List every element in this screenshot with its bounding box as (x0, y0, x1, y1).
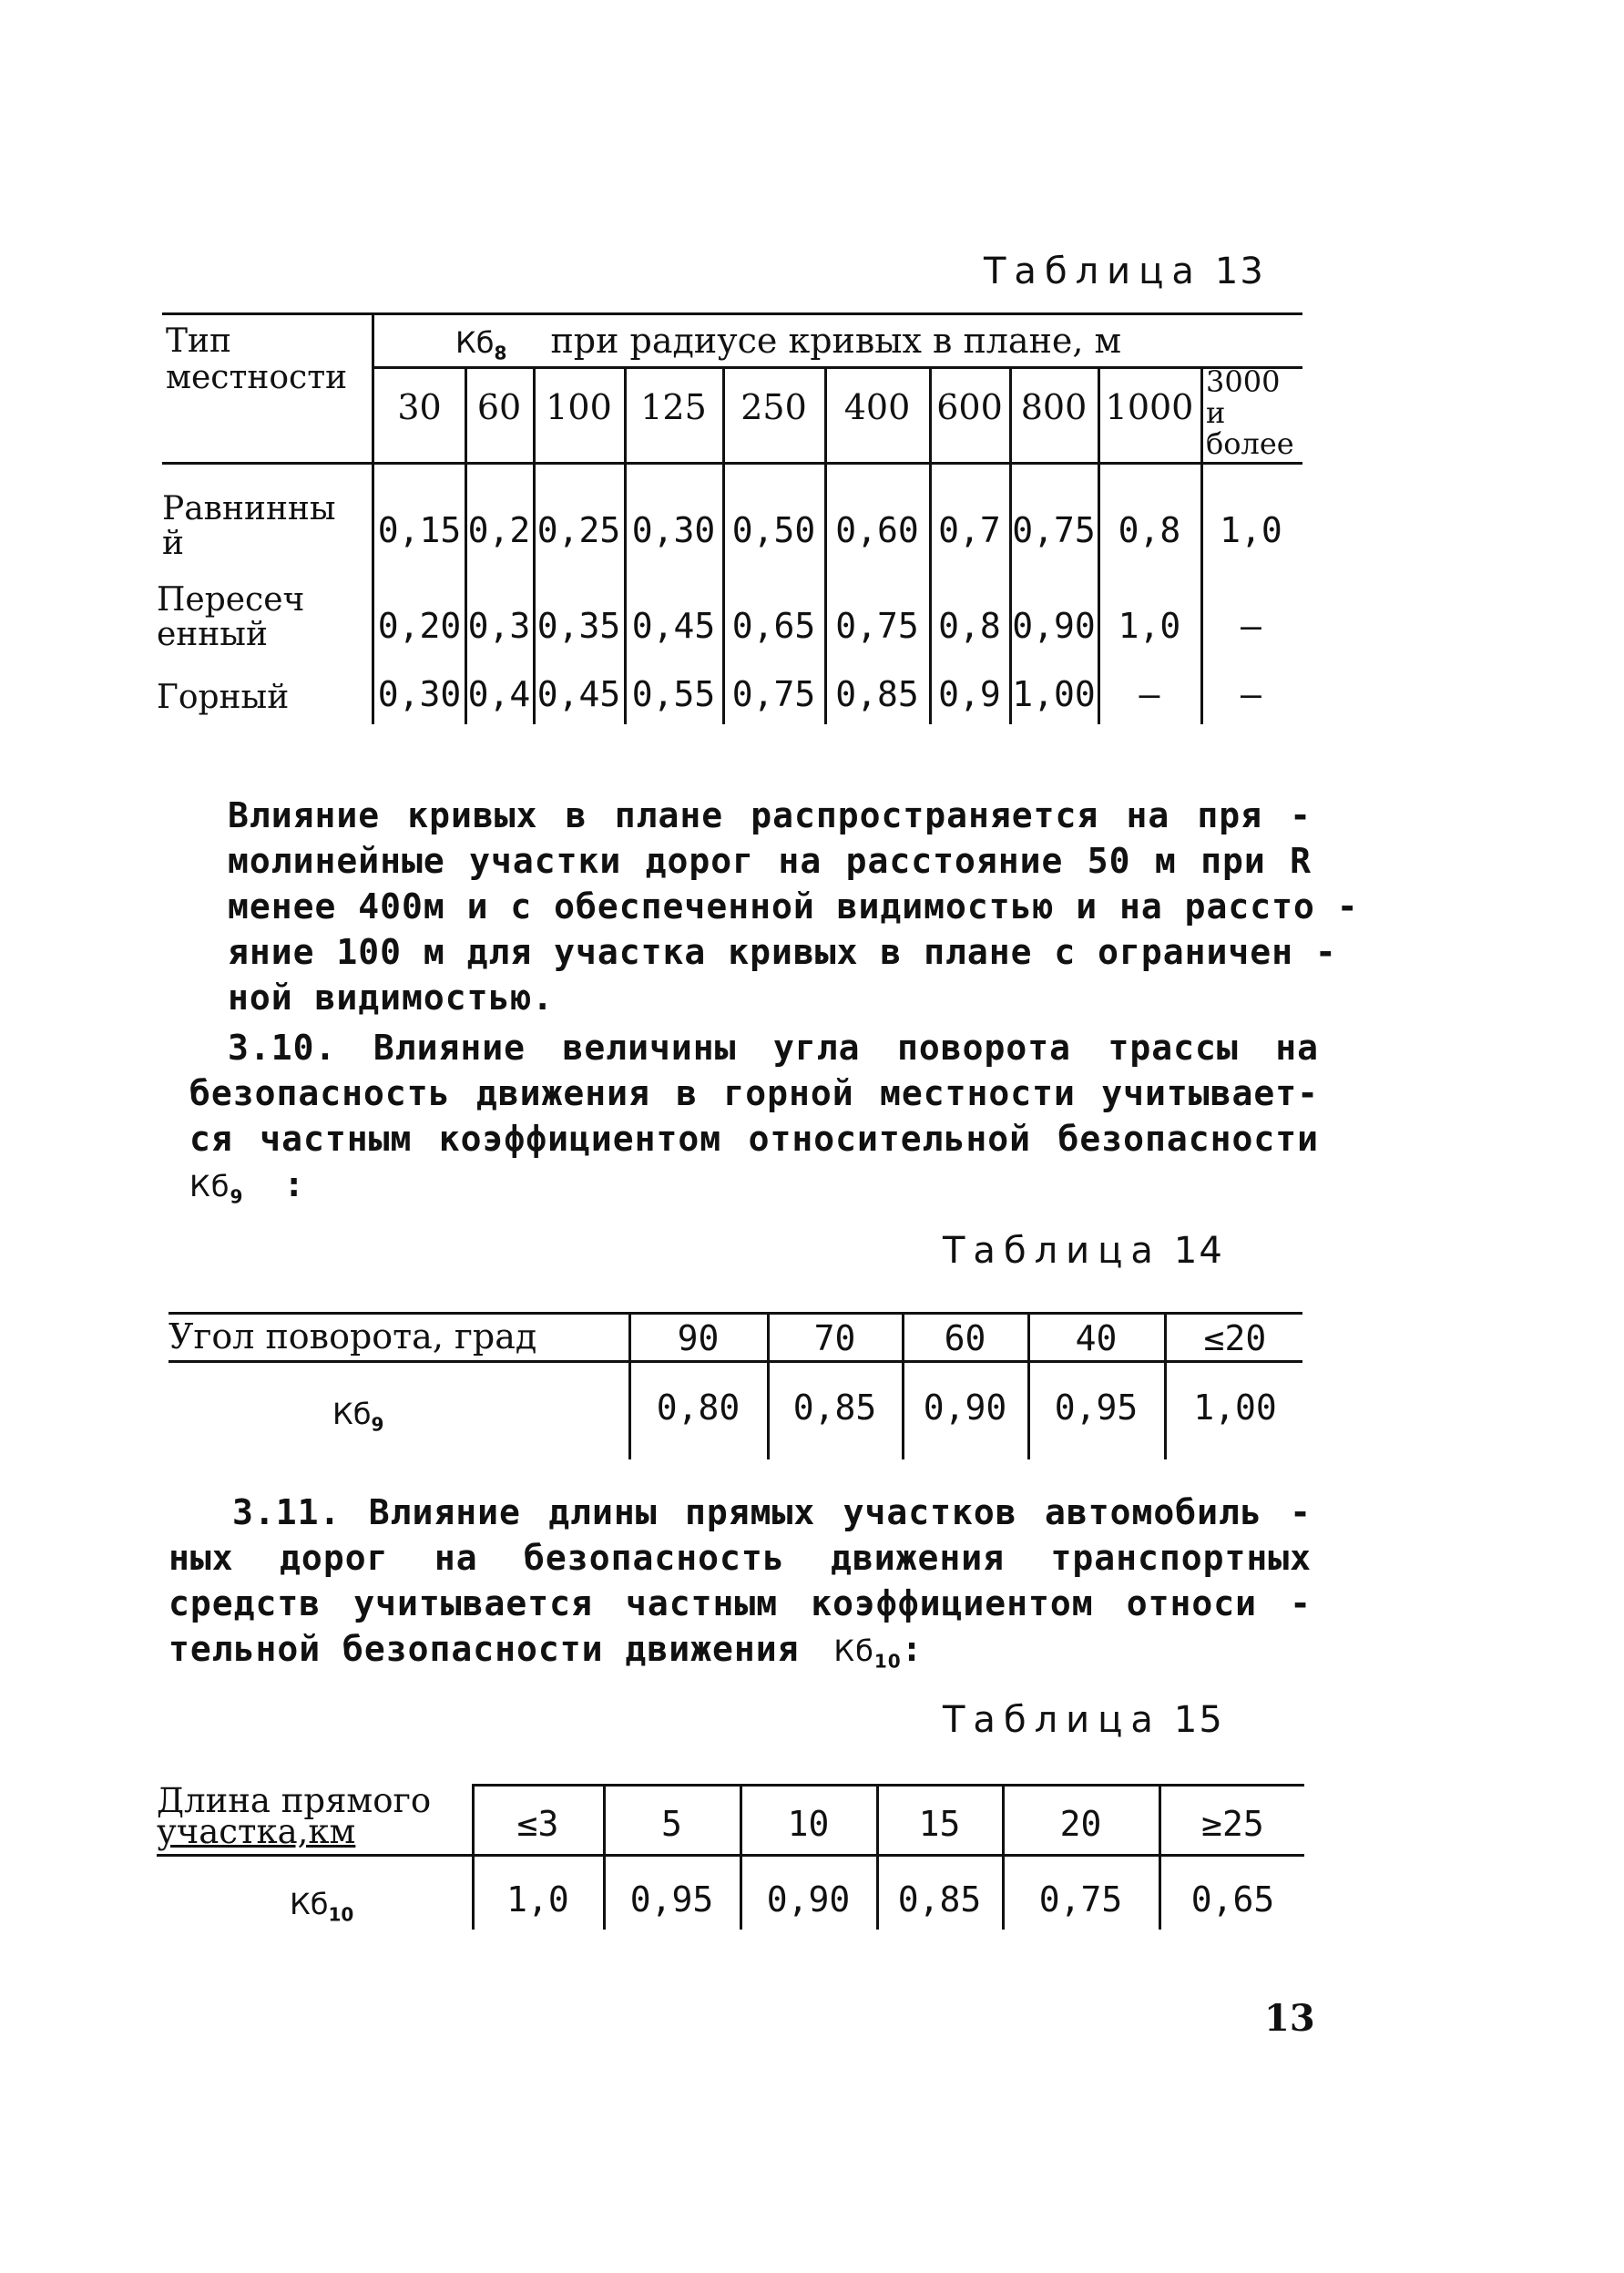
radius-header: 250 (741, 387, 807, 427)
length-header: 15 (918, 1804, 961, 1844)
table13-cell: 0,75 (1012, 510, 1096, 550)
table14-caption-word: Таблица (943, 1230, 1161, 1272)
text-line: менее 400м и с обеспеченной видимостью и на рассто - (228, 886, 1359, 927)
table13-cell: 0,60 (835, 510, 919, 550)
table15-header-rule (157, 1854, 1304, 1857)
angle-header: 60 (944, 1318, 986, 1358)
paragraph-3-11 (169, 1490, 1312, 1684)
text-line: молинейные участки дорог на расстояние 50 м при R (228, 841, 1312, 881)
table13-cell: 0,35 (536, 606, 621, 646)
table15-cell: 0,90 (766, 1879, 851, 1920)
table15-cell: 0,65 (1190, 1879, 1275, 1920)
radius-header: 100 (546, 387, 612, 427)
length-header: ≤3 (516, 1804, 559, 1844)
table13-cell: 0,8 (938, 606, 1001, 646)
table13-cell: – (1241, 674, 1261, 714)
table13-cell: 0,55 (631, 674, 716, 714)
table13-cell: 0,50 (731, 510, 816, 550)
table14-cell: 0,85 (792, 1387, 877, 1428)
table13-cell: 0,8 (1118, 510, 1181, 550)
length-header: 10 (787, 1804, 830, 1844)
radius-header: 125 (640, 387, 707, 427)
table15-cell: 1,0 (506, 1879, 569, 1920)
table13-divider (372, 314, 374, 724)
table13-cell: 1,0 (1220, 510, 1282, 550)
text-line: 3.11. Влияние длины прямых участков автомобиль - (232, 1492, 1312, 1532)
table13-cell: 0,85 (835, 674, 919, 714)
table13-cell: – (1139, 674, 1160, 714)
page-number: 13 (1264, 1997, 1315, 2040)
colon: : (283, 1164, 306, 1204)
table15-header-line: участка,км (157, 1812, 356, 1851)
radius-header: 800 (1020, 387, 1088, 427)
k-symbol: $Кб_8$ (455, 325, 507, 364)
radius-header: 1000 (1105, 387, 1194, 427)
table13-group-header (455, 321, 1121, 363)
length-header: ≥25 (1201, 1804, 1264, 1844)
table13-cell: 0,30 (631, 510, 716, 550)
colon: : (901, 1629, 924, 1669)
table13-subheader-rule (373, 366, 1302, 369)
text-line: яние 100 м для участка кривых в плане с ограничен - (228, 932, 1337, 972)
table13-cell: 0,4 (467, 674, 531, 714)
angle-header: 40 (1075, 1318, 1118, 1358)
table14-header-rule (169, 1360, 1302, 1363)
table14-header-label: Угол поворота, град (169, 1316, 537, 1357)
table15-header-label (157, 1781, 432, 1851)
length-header: 20 (1059, 1804, 1102, 1844)
table14-cell: 0,80 (656, 1387, 741, 1428)
k-symbol: $Кб_9$ (189, 1169, 244, 1208)
table13-row-label: Пересеченный (157, 581, 305, 653)
text-line: ся частным коэффициентом относительной безопасности (189, 1119, 1319, 1159)
table13-group-header-text: при радиусе кривых в плане, м (550, 321, 1122, 361)
table14-row-label (332, 1394, 383, 1435)
angle-header: ≤20 (1203, 1318, 1267, 1358)
table13-cell: 0,90 (1012, 606, 1096, 646)
angle-header: 70 (813, 1318, 856, 1358)
table13-caption-number: 13 (1214, 251, 1265, 292)
table13-cell: 1,00 (1012, 674, 1096, 714)
table15-row-label (290, 1884, 353, 1925)
table13-cell: 0,30 (377, 674, 462, 714)
k-symbol: $Кб_{10}$ (290, 1887, 354, 1926)
table15-caption-number: 15 (1173, 1699, 1224, 1741)
text-line: ных дорог на безопасность движения транспортных (169, 1538, 1312, 1578)
table14-cell: 0,95 (1054, 1387, 1139, 1428)
table13-cell: 0,15 (377, 510, 462, 550)
table13-cell: 0,7 (938, 510, 1001, 550)
text-line (189, 1162, 1319, 1219)
table13-cell: 0,45 (536, 674, 621, 714)
text-line: средств учитывается частным коэффициентом относи - (169, 1583, 1312, 1623)
text-line (169, 1626, 1312, 1684)
table13-cell: 0,75 (835, 606, 919, 646)
table15-top-rule (474, 1784, 1304, 1787)
table13-caption (984, 251, 1265, 292)
table15-cell: 0,95 (629, 1879, 714, 1920)
angle-header: 90 (677, 1318, 720, 1358)
table13-cell: 0,45 (631, 606, 716, 646)
table14-cell: 0,90 (923, 1387, 1007, 1428)
table13-cell: 0,65 (731, 606, 816, 646)
table13-cell: 0,25 (536, 510, 621, 550)
table15-caption-word: Таблица (943, 1699, 1161, 1741)
text-line: 3.10. Влияние величины угла поворота трассы на (228, 1028, 1319, 1068)
table13-col1-header: Тип местности (166, 323, 348, 396)
text-line: ной видимостью. (228, 978, 555, 1018)
radius-header-last: 3000 и более (1206, 364, 1294, 461)
table13-cell: 1,0 (1118, 606, 1181, 646)
table13-cell: 0,3 (467, 606, 531, 646)
radius-header: 60 (476, 387, 522, 427)
table13-cell: – (1241, 606, 1261, 646)
k-symbol: $Кб_{10}$ (833, 1633, 902, 1673)
table15-cell: 0,85 (897, 1879, 982, 1920)
text-line: безопасность движения в горной местности учитывает- (189, 1073, 1319, 1113)
table13-caption-word: Таблица (984, 251, 1202, 292)
paragraph-3-10 (189, 1025, 1319, 1219)
table15-caption (943, 1699, 1224, 1741)
table13-row-label: Горный (157, 679, 290, 716)
table13-top-rule (162, 312, 1302, 315)
radius-header: 600 (936, 387, 1003, 427)
table14-top-rule (169, 1312, 1302, 1315)
radius-header: 400 (843, 387, 911, 427)
radius-header: 30 (397, 387, 442, 427)
k-symbol: $Кб_9$ (332, 1397, 384, 1436)
table15-header-line: Длина прямого (157, 1781, 432, 1820)
table13-cell: 0,9 (938, 674, 1001, 714)
table14-caption (943, 1230, 1224, 1272)
table13-row-label: Равнинный (162, 490, 336, 562)
paragraph-curves-influence (228, 793, 1359, 1020)
table13-header-rule (162, 462, 1302, 465)
table14-cell: 1,00 (1193, 1387, 1277, 1428)
table13-cell: 0,20 (377, 606, 462, 646)
table13-cell: 0,2 (467, 510, 531, 550)
table14-caption-number: 14 (1173, 1230, 1224, 1272)
table13-cell: 0,75 (731, 674, 816, 714)
table15-cell: 0,75 (1038, 1879, 1123, 1920)
text-line: Влияние кривых в плане распространяется на пря - (228, 795, 1312, 835)
length-header: 5 (661, 1804, 682, 1844)
text-line-last: тельной безопасности движения (169, 1629, 800, 1669)
